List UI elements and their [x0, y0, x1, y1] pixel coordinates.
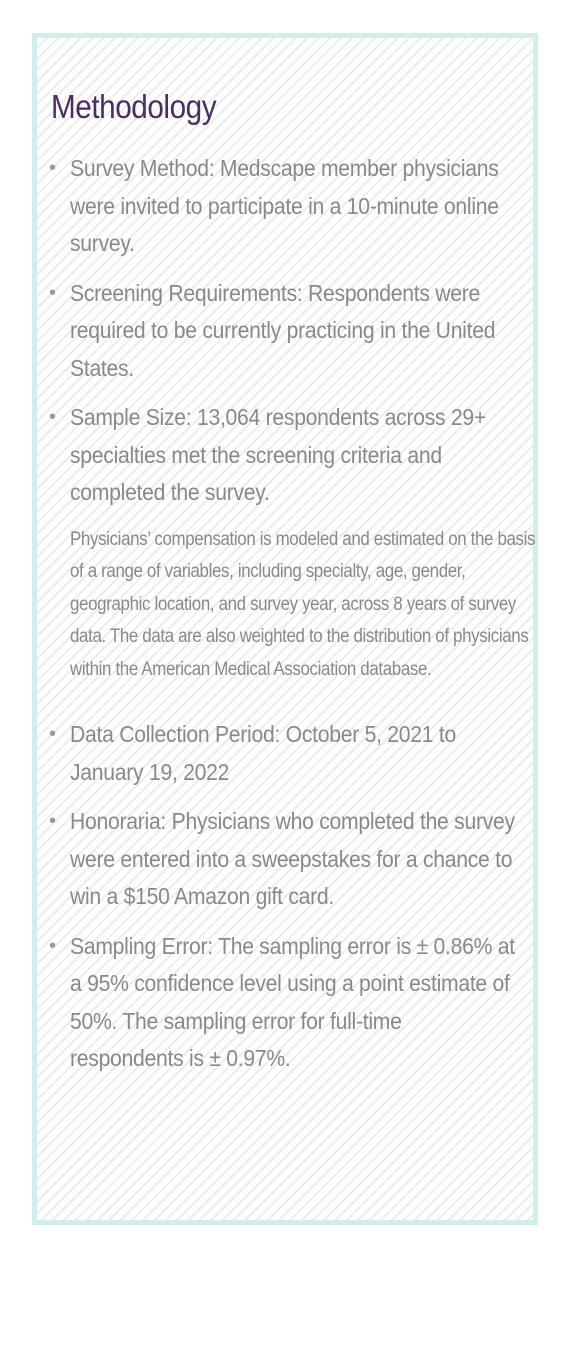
list-item-text: Screening Requirements: Respondents were required to be currently practicing in the United States.	[70, 279, 496, 381]
list-item	[37, 928, 543, 1078]
list-item-text: Survey Method: Medscape member physicians were invited to participate in a 10-minute online survey.	[70, 155, 499, 256]
bullet-icon: •	[49, 157, 56, 179]
list-item	[37, 803, 543, 916]
methodology-list-bottom	[37, 716, 543, 1078]
list-item	[37, 150, 543, 263]
list-item	[37, 275, 543, 388]
bullet-icon: •	[49, 723, 56, 745]
list-item-text: Sample Size: 13,064 respondents across 29+ specialties met the screening criteria and completed the survey.	[70, 404, 486, 505]
bullet-icon: •	[49, 934, 56, 957]
list-item	[37, 399, 543, 512]
note-text: Physicians’ compensation is modeled and estimated on the basis of a range of variables, including specialty, age, gender, geographic location, and survey year, across 8 years of survey data. The data are also weighted to the distribution of physicians within the American Medical Association database.	[70, 528, 536, 680]
list-item-text: Sampling Error: The sampling error is ± 0.86% at a 95% confidence level using a point estimate of 50%. The sampling error for full-time respondents is ± 0.97%.	[70, 932, 515, 1071]
bullet-icon: •	[49, 810, 56, 832]
section-title: Methodology	[51, 88, 217, 125]
methodology-content	[37, 150, 543, 1090]
compensation-note	[37, 524, 543, 687]
list-item-text: Honoraria: Physicians who completed the survey were entered into a sweepstakes for a chance to win a $150 Amazon gift card.	[70, 808, 515, 909]
methodology-list-top	[37, 150, 543, 512]
methodology-panel	[32, 33, 538, 1225]
list-item	[37, 716, 543, 791]
list-item-text: Data Collection Period: October 5, 2021 to January 19, 2022	[70, 721, 456, 785]
bullet-icon: •	[49, 406, 56, 428]
bullet-icon: •	[49, 281, 56, 304]
